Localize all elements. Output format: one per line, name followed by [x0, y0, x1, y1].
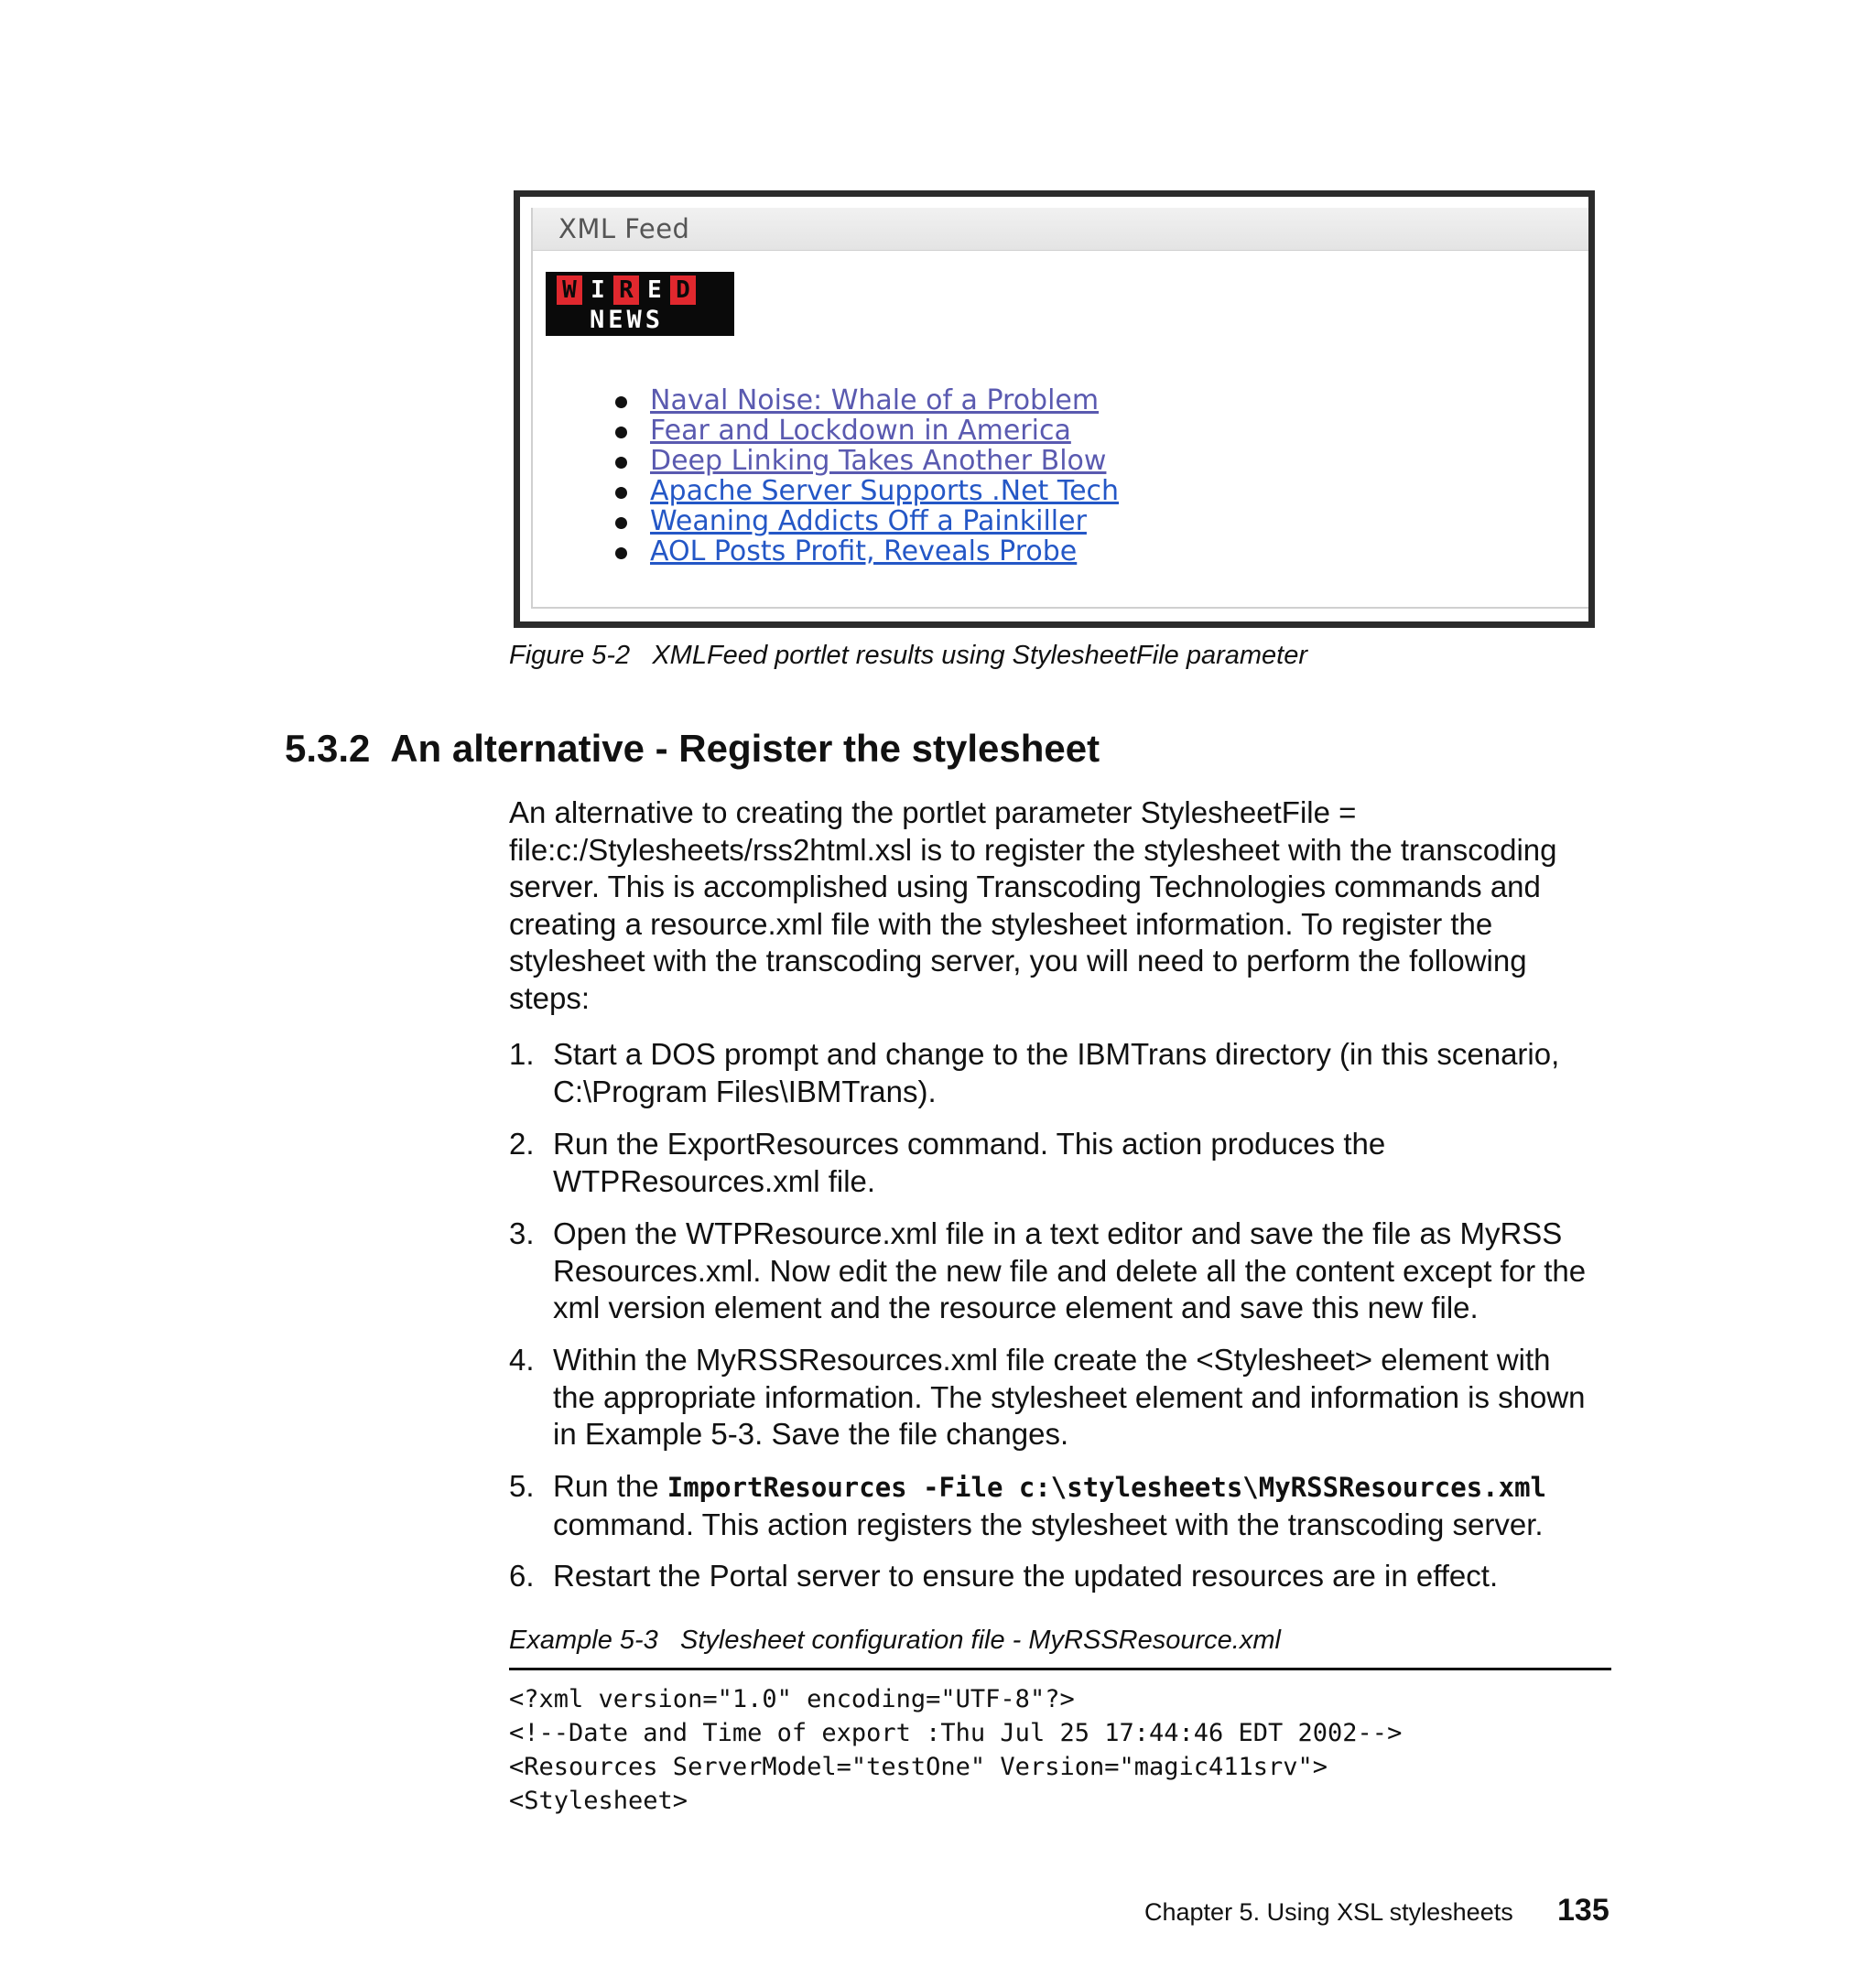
logo-letter-e: E: [642, 276, 667, 305]
logo-letter-r: R: [613, 276, 639, 305]
step-line: the appropriate information. The stylesheet element and information is shown: [553, 1379, 1586, 1414]
code-line: <!--Date and Time of export :Thu Jul 25 17:44:46 EDT 2002-->: [509, 1719, 1403, 1747]
step-number: 3.: [509, 1216, 535, 1250]
code-line: <Stylesheet>: [509, 1787, 688, 1815]
bullet-icon: [615, 487, 627, 499]
feed-link[interactable]: Weaning Addicts Off a Painkiller: [650, 505, 1087, 537]
bullet-icon: [615, 427, 627, 438]
bullet-icon: [615, 547, 627, 559]
bullet-icon: [615, 396, 627, 408]
feed-link[interactable]: Deep Linking Takes Another Blow: [650, 445, 1107, 477]
list-item: [615, 536, 1119, 567]
step-line: Start a DOS prompt and change to the IBMTrans directory (in this scenario,: [553, 1037, 1560, 1071]
code-line: <Resources ServerModel="testOne" Version="magic411srv">: [509, 1753, 1328, 1781]
page-number: 135: [1557, 1893, 1609, 1928]
logo-letter-w: W: [557, 276, 582, 305]
feed-link[interactable]: Naval Noise: Whale of a Problem: [650, 384, 1100, 416]
logo-news-text: NEWS: [590, 306, 665, 334]
paragraph-line: creating a resource.xml file with the stylesheet information. To register the: [509, 906, 1493, 941]
feed-link[interactable]: AOL Posts Profit, Reveals Probe: [650, 535, 1078, 567]
paragraph-line: steps:: [509, 980, 591, 1015]
code-block: [509, 1682, 1402, 1818]
step-line: Run the ExportResources command. This action produces the: [553, 1127, 1386, 1161]
step-line: in Example 5-3. Save the file changes.: [553, 1417, 1069, 1451]
footer-chapter-title: Chapter 5. Using XSL stylesheets: [1144, 1898, 1513, 1926]
portlet-title: XML Feed: [558, 213, 690, 244]
code-divider: [509, 1668, 1611, 1670]
intro-paragraph: [509, 794, 1608, 1017]
figure-screenshot: [514, 190, 1595, 628]
logo-letter-d: D: [670, 276, 696, 305]
step-number: 6.: [509, 1559, 535, 1593]
paragraph-line: file:c:/Stylesheets/rss2html.xsl is to register the stylesheet with the transcoding: [509, 832, 1557, 867]
feed-link-list: [615, 385, 1119, 567]
step-line: Resources.xml. Now edit the new file and delete all the content except for the: [553, 1253, 1587, 1288]
list-item: [615, 476, 1119, 506]
step-number: 4.: [509, 1343, 535, 1377]
list-item: [615, 506, 1119, 536]
step-line: C:\Program Files\IBMTrans).: [553, 1074, 937, 1108]
xml-feed-portlet: [531, 208, 1588, 609]
step-line: Restart the Portal server to ensure the updated resources are in effect.: [553, 1559, 1499, 1593]
step-line: WTPResources.xml file.: [553, 1163, 876, 1198]
paragraph-line: stylesheet with the transcoding server, you will need to perform the following: [509, 944, 1527, 978]
bullet-icon: [615, 517, 627, 529]
feed-link[interactable]: Fear and Lockdown in America: [650, 415, 1071, 447]
step-line: Within the MyRSSResources.xml file create the <Stylesheet> element with: [553, 1343, 1551, 1377]
paragraph-line: server. This is accomplished using Transcoding Technologies commands and: [509, 870, 1541, 903]
step-number: 2.: [509, 1127, 535, 1161]
step-line: command. This action registers the stylesheet with the transcoding server.: [553, 1507, 1544, 1541]
section-heading: 5.3.2 An alternative - Register the stylesheet: [285, 727, 1100, 770]
figure-caption: Figure 5-2 XMLFeed portlet results using StylesheetFile parameter: [509, 641, 1308, 670]
feed-link[interactable]: Apache Server Supports .Net Tech: [650, 475, 1120, 507]
portlet-titlebar: [533, 208, 1588, 251]
wired-logo-letters: [557, 276, 696, 305]
list-item: [615, 385, 1119, 416]
step-number: 5.: [509, 1469, 535, 1503]
step-line: xml version element and the resource element and save this new file.: [553, 1291, 1479, 1324]
bullet-icon: [615, 457, 627, 469]
paragraph-line: An alternative to creating the portlet parameter StylesheetFile =: [509, 795, 1357, 829]
step-text: Run the: [553, 1469, 667, 1503]
step-line: Open the WTPResource.xml file in a text editor and save the file as MyRSS: [553, 1216, 1563, 1250]
list-item: [615, 416, 1119, 446]
list-item: [615, 446, 1119, 476]
wired-news-logo[interactable]: [546, 272, 734, 336]
command-text: ImportResources -File c:\stylesheets\MyRSSResources.xml: [667, 1472, 1547, 1503]
step-number: 1.: [509, 1037, 535, 1071]
code-line: <?xml version="1.0" encoding="UTF-8"?>: [509, 1685, 1075, 1713]
logo-letter-i: I: [585, 276, 611, 305]
example-caption: Example 5-3 Stylesheet configuration file - MyRSSResource.xml: [509, 1626, 1281, 1655]
